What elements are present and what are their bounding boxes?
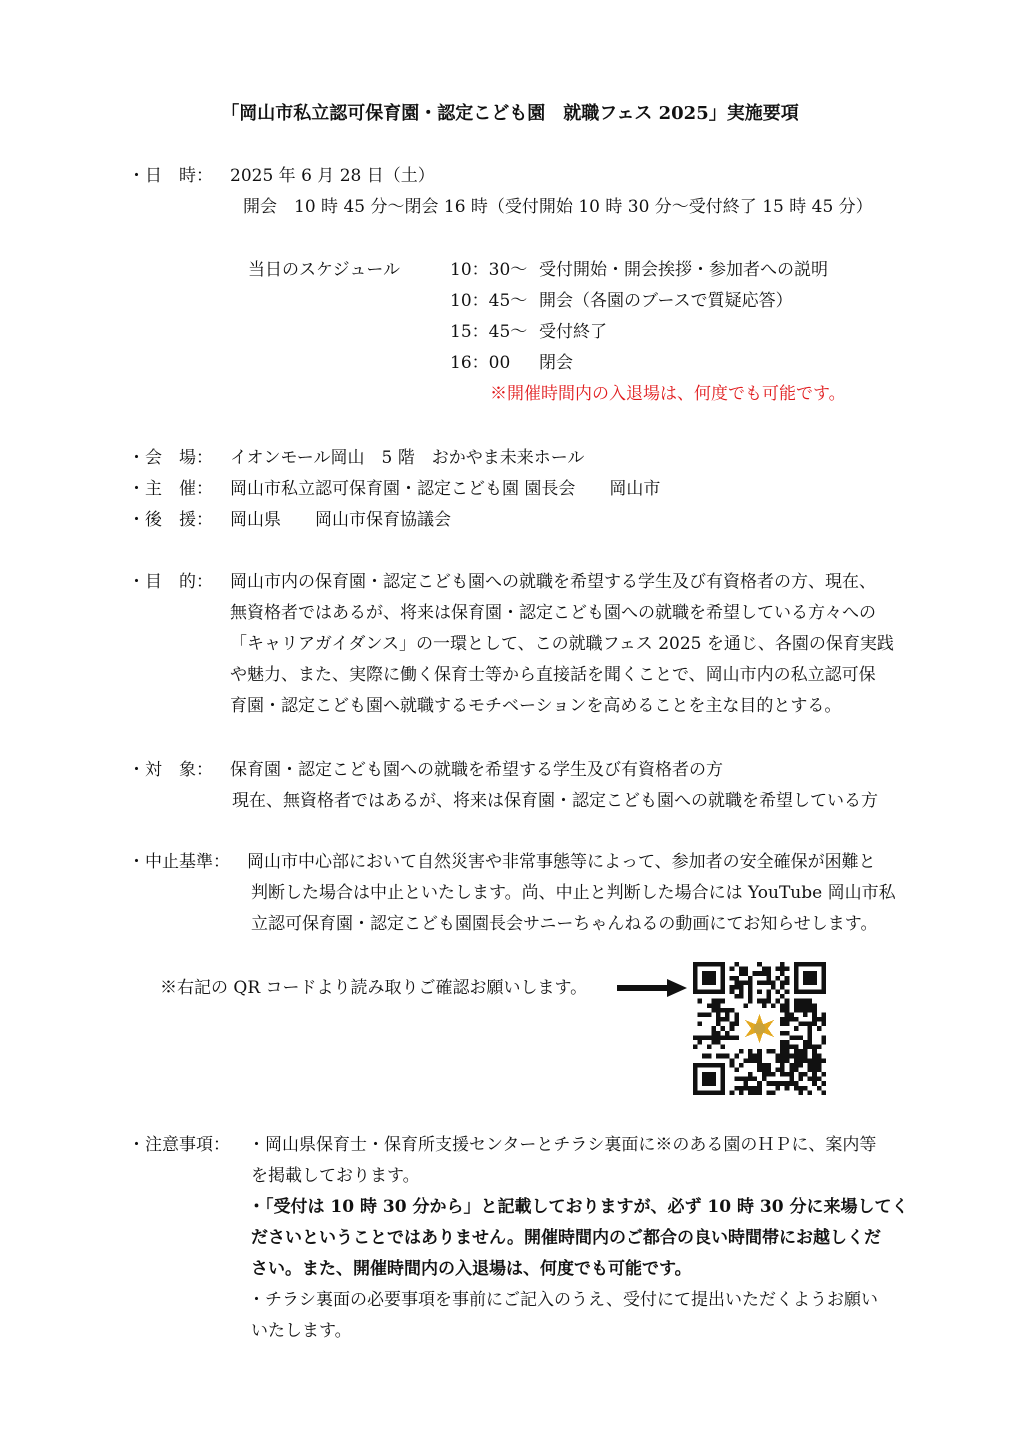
notes-line: ・「受付は 10 時 30 分から」と記載しておりますが、必ず 10 時 30 分に来場してく xyxy=(248,1197,909,1217)
support-label: ・後 援： xyxy=(128,510,213,530)
cancel-line: 立認可保育園・認定こども園園長会サニーちゃんねるの動画にてお知らせします。 xyxy=(251,914,878,934)
purpose-line: 岡山市内の保育園・認定こども園への就職を希望する学生及び有資格者の方、現在、 xyxy=(230,572,876,592)
schedule-desc: 受付終了 xyxy=(539,322,607,342)
venue-label: ・会 場： xyxy=(128,448,213,468)
purpose-line: 育園・認定こども園へ就職するモチベーションを高めることを主な目的とする。 xyxy=(230,696,842,716)
purpose-line: 無資格者ではあるが、将来は保育園・認定こども園への就職を希望している方々への xyxy=(230,603,876,623)
cancel-line: 岡山市中心部において自然災害や非常事態等によって、参加者の安全確保が困難と xyxy=(247,852,876,872)
reentry-note: ※開催時間内の入退場は、何度でも可能です。 xyxy=(490,384,846,404)
notes-line: を掲載しております。 xyxy=(251,1166,420,1186)
schedule-time: 16：00 xyxy=(450,353,511,373)
organizer-label: ・主 催： xyxy=(128,479,213,499)
datetime-label: ・日 時： xyxy=(128,166,213,186)
schedule-label: 当日のスケジュール xyxy=(248,260,400,280)
cancel-line: 判断した場合は中止といたします。尚、中止と判断した場合には YouTube 岡山市私 xyxy=(251,883,896,903)
event-hours: 開会 10 時 45 分～閉会 16 時（受付開始 10 時 30 分～受付終了 15 時 45 分） xyxy=(243,197,873,217)
notes-label: ・注意事項： xyxy=(128,1135,230,1155)
purpose-label: ・目 的： xyxy=(128,572,213,592)
schedule-desc: 閉会 xyxy=(539,353,573,373)
purpose-line: や魅力、また、実際に働く保育士等から直接話を聞くことで、岡山市内の私立認可保 xyxy=(230,665,876,685)
notes-line: さい。また、開催時間内の入退場は、何度でも可能です。 xyxy=(251,1259,692,1279)
support-value: 岡山県 岡山市保育協議会 xyxy=(230,510,451,530)
target-line: 保育園・認定こども園への就職を希望する学生及び有資格者の方 xyxy=(230,760,723,780)
cancel-label: ・中止基準： xyxy=(128,852,230,872)
organizer-value: 岡山市私立認可保育園・認定こども園 園長会 岡山市 xyxy=(230,479,661,499)
notes-line: ださいということではありません。開催時間内のご都合の良い時間帯にお越しくだ xyxy=(251,1228,882,1248)
page-title: 「岡山市私立認可保育園・認定こども園 就職フェス 2025」実施要項 xyxy=(221,103,799,124)
schedule-time: 15：45～ xyxy=(450,322,528,342)
schedule-desc: 受付開始・開会挨拶・参加者への説明 xyxy=(539,260,828,280)
target-label: ・対 象： xyxy=(128,760,213,780)
event-date: 2025 年 6 月 28 日（土） xyxy=(230,166,435,186)
notes-line: ・岡山県保育士・保育所支援センターとチラシ裏面に※のある園のＨＰに、案内等 xyxy=(248,1135,877,1155)
schedule-time: 10：45～ xyxy=(450,291,528,311)
venue-value: イオンモール岡山 5 階 おかやま未来ホール xyxy=(230,448,585,468)
target-line: 現在、無資格者ではあるが、将来は保育園・認定こども園への就職を希望している方 xyxy=(232,791,878,811)
schedule-time: 10：30～ xyxy=(450,260,528,280)
qr-code-icon[interactable] xyxy=(693,962,826,1095)
qr-instruction: ※右記の QR コードより読み取りご確認お願いします。 xyxy=(160,978,588,998)
notes-line: いたします。 xyxy=(251,1321,352,1341)
notes-line: ・チラシ裏面の必要事項を事前にご記入のうえ、受付にて提出いただくようお願い xyxy=(248,1290,879,1310)
purpose-line: 「キャリアガイダンス」の一環として、この就職フェス 2025 を通じ、各園の保育実践 xyxy=(230,634,894,654)
right-arrow-icon xyxy=(617,978,687,998)
schedule-desc: 開会（各園のブースで質疑応答） xyxy=(539,291,793,311)
